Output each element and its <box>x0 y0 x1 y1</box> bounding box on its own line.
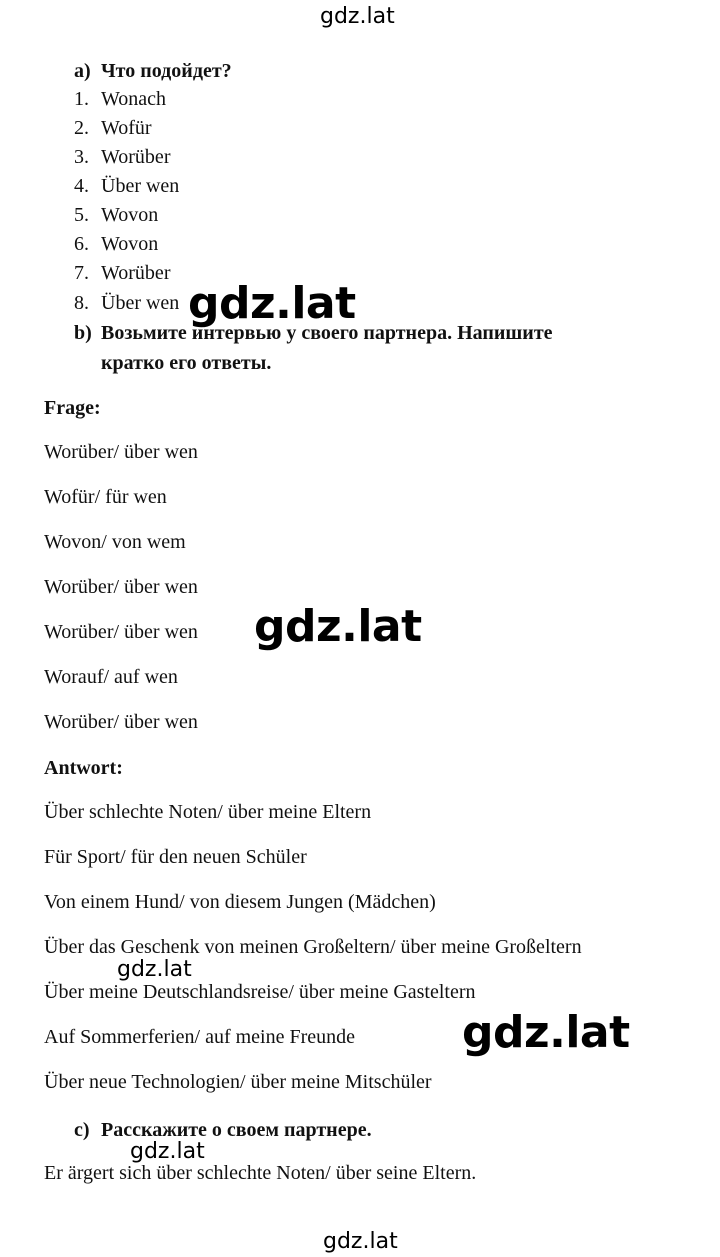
frage-line: Wovon/ von wem <box>44 531 186 553</box>
section-c-label: c) <box>74 1119 90 1141</box>
list-item: 7. Worüber <box>74 262 171 284</box>
watermark-large: gdz.lat <box>462 1007 630 1058</box>
section-b-title-line1: Возьмите интервью у своего партнера. Напишите <box>101 322 553 344</box>
watermark-large: gdz.lat <box>188 278 356 329</box>
section-a-title: Что подойдет? <box>101 60 232 82</box>
watermark-small: gdz.lat <box>130 1139 205 1164</box>
antwort-line: Über meine Deutschlandsreise/ über meine Gasteltern <box>44 981 476 1003</box>
antwort-line: Über das Geschenk von meinen Großeltern/ über meine Großeltern <box>44 936 582 958</box>
frage-line: Worüber/ über wen <box>44 711 198 733</box>
watermark-bottom: gdz.lat <box>323 1229 398 1254</box>
list-item: 5. Wovon <box>74 204 159 226</box>
section-c-text: Er ärgert sich über schlechte Noten/ über seine Eltern. <box>44 1162 477 1184</box>
frage-line: Wofür/ für wen <box>44 486 167 508</box>
watermark-large: gdz.lat <box>254 601 422 652</box>
antwort-heading: Antwort: <box>44 757 123 779</box>
frage-line: Worüber/ über wen <box>44 441 198 463</box>
antwort-line: Für Sport/ für den neuen Schüler <box>44 846 307 868</box>
antwort-line: Von einem Hund/ von diesem Jungen (Mädchen) <box>44 891 436 913</box>
list-item: 2. Wofür <box>74 117 152 139</box>
list-item: 1. Wonach <box>74 88 167 110</box>
watermark-top: gdz.lat <box>320 4 395 29</box>
frage-heading: Frage: <box>44 397 101 419</box>
antwort-line: Über schlechte Noten/ über meine Eltern <box>44 801 372 823</box>
section-a-heading <box>74 59 232 83</box>
section-c-title: Расскажите о своем партнере. <box>101 1119 372 1141</box>
frage-line: Worauf/ auf wen <box>44 666 178 688</box>
frage-line: Worüber/ über wen <box>44 576 198 598</box>
section-c-heading <box>74 1118 372 1142</box>
watermark-small: gdz.lat <box>117 957 192 982</box>
list-item: 3. Worüber <box>74 146 171 168</box>
list-item: 8. Über wen <box>74 292 180 314</box>
list-item: 4. Über wen <box>74 175 180 197</box>
section-a-label: a) <box>74 60 91 82</box>
list-item: 6. Wovon <box>74 233 159 255</box>
antwort-line: Auf Sommerferien/ auf meine Freunde <box>44 1026 356 1048</box>
antwort-line: Über neue Technologien/ über meine Mitschüler <box>44 1071 432 1093</box>
section-b-label: b) <box>74 322 92 344</box>
frage-line: Worüber/ über wen <box>44 621 198 643</box>
section-b-title-line2: кратко его ответы. <box>101 352 272 374</box>
